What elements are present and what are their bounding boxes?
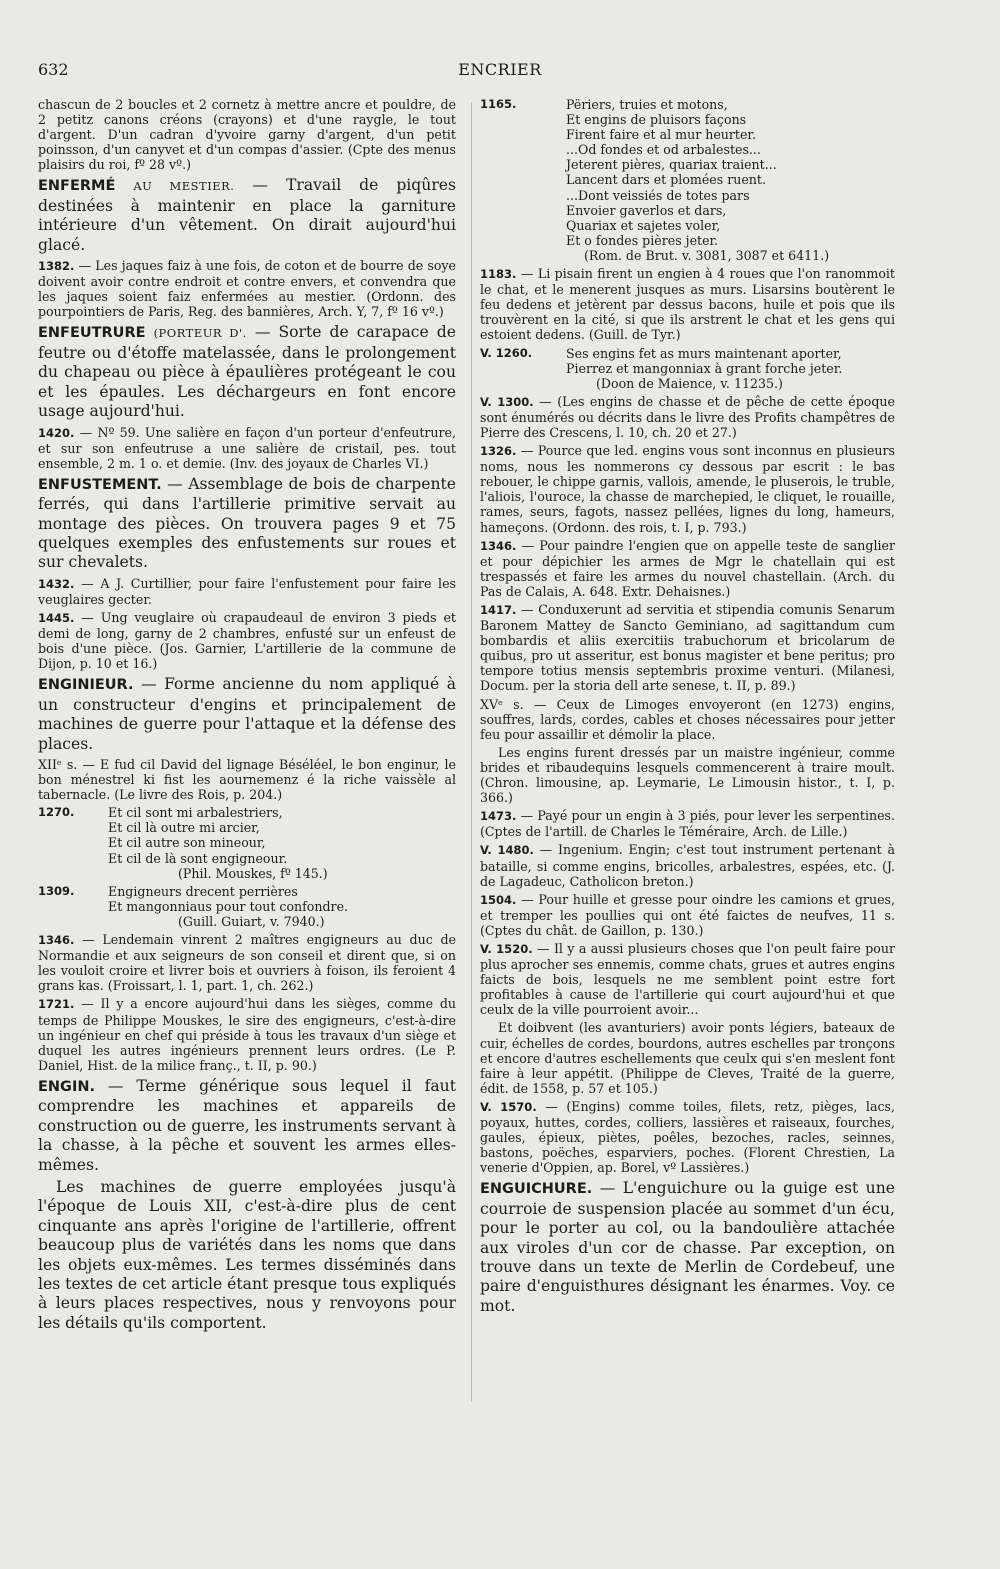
verse-line: Et cil de là sont engigneour. xyxy=(108,850,288,866)
entry-definition: — Assemblage de bois de charpente ferrés, qui dans l'artillerie primitive servait au montage des pièces. On trouvera pages 9 et 75 quelques exemples des enfustements sur roues et sur chevalets. xyxy=(38,474,456,572)
verse-attribution: (Guill. Guiart, v. 7940.) xyxy=(178,913,325,929)
verse-attribution: (Phil. Mouskes, fº 145.) xyxy=(178,865,328,881)
quote-date: 1420. xyxy=(38,425,75,440)
quote xyxy=(480,892,895,938)
quote-date: 1382. xyxy=(38,259,75,274)
entry-term: ENFUSTEMENT. xyxy=(38,476,162,493)
entry-enguichure xyxy=(480,1179,895,1316)
quote-date: XIIᵉ s. xyxy=(38,757,78,772)
quote xyxy=(38,932,456,993)
quote xyxy=(480,941,895,1017)
quote-date: 1504. xyxy=(480,892,517,907)
verse-line: Et cil là outre mi arcier, xyxy=(108,820,260,836)
quote-date: 1346. xyxy=(480,538,517,553)
quote-date: 1721. xyxy=(38,997,75,1012)
verse-line: ...Od fondes et od arbalestes... xyxy=(566,142,761,158)
entry-qualifier: AU MESTIER. xyxy=(133,179,235,194)
quote-text: — A J. Curtillier, pour faire l'enfustement pour faire les veuglaires gecter. xyxy=(38,575,456,607)
quote-text: — Il y a encore aujourd'hui dans les sièges, comme du temps de Philippe Mouskes, le sire des engigneurs, c'est-à-dire un ingénieur en chef qui préside à tous les travaux d'un siège et duquel les autres ingénieurs prennent leurs ordres. (Le P. Daniel, Hist. de la milice franç., t. II, p. 90.) xyxy=(38,996,456,1073)
quote xyxy=(480,1099,895,1175)
verse-line: Et cil sont mi arbalestriers, xyxy=(108,805,283,821)
page-title: ENCRIER xyxy=(458,60,542,79)
entry-enfustement xyxy=(38,475,456,573)
entry-term: ENGIN. xyxy=(38,1078,95,1095)
column-rule xyxy=(471,102,472,1402)
verse-lines xyxy=(108,884,348,929)
verse-lines xyxy=(566,97,829,263)
verse-quote xyxy=(480,97,895,263)
quote xyxy=(480,443,895,535)
entry-term: ENFERMÉ xyxy=(38,178,116,195)
quote-continuation: Et doibvent (les avanturiers) avoir ponts légiers, bateaux de cuir, échelles de cordes, bourdons, autres eschelles par tronçons et encore d'autres eschellements que ceulx qui s'en meslent font faire à leur appétit. (Philippe de Cleves, Traité de la guerre, édit. de 1558, p. 57 et 105.) xyxy=(480,1020,895,1096)
verse-line: Et mangonniaus pour tout confondre. xyxy=(108,898,349,914)
quote-date: 1432. xyxy=(38,576,75,591)
entry-qualifier: (PORTEUR D'. xyxy=(153,326,247,341)
verse-line: Pierrez et mangonniax à grant forche jeter. xyxy=(566,360,843,376)
quote-date: V. 1570. xyxy=(480,1099,537,1114)
quote-text: — Conduxerunt ad servitia et stipendia comunis Senarum Baronem Mattey de Sancto Geminiano, ad sagittandum cum bombardis et aliis exercitiis trabuchorum et bricolarum de quibus, pro ut asseritur, est bonus magister et bene peritus; pro tempore totius mensis septembris proxime venturi. (Milanesi, Docum. per la storia dell arte senese, t. II, p. 89.) xyxy=(480,602,895,694)
running-head xyxy=(0,60,1000,84)
verse-line: Përiers, truies et motons, xyxy=(566,97,728,112)
quote xyxy=(480,842,895,888)
quote-text: — (Engins) comme toiles, filets, retz, pièges, lacs, poyaux, huttes, cordes, colliers, lassières et raiseaux, fourches, gaules, épieux, piètes, poêles, bezoches, racles, seinnes, bastons, poëches, esparviers, poches. (Florent Chrestien, La venerie d'Oppien, ap. Borel, vº Lassières.) xyxy=(480,1098,895,1176)
left-column xyxy=(38,97,456,1336)
quote-text: — E fud cil David del lignage Béséléel, le bon enginur, le bon ménestrel ki fist les aournemenz é la riche vaissèle al tabernacle. (Le livre des Rois, p. 204.) xyxy=(38,757,456,803)
quote xyxy=(38,610,456,671)
verse-line: Et o fondes pières jeter. xyxy=(566,232,719,248)
quote xyxy=(38,757,456,802)
quote xyxy=(38,258,456,319)
quote-date: 1445. xyxy=(38,611,75,625)
verse-line: Engigneurs drecent perrières xyxy=(108,883,298,899)
verse-line: Jeterent pières, quariax traient... xyxy=(566,157,777,173)
quote-text: — Ceux de Limoges envoyeront (en 1273) engins, souffres, lards, cordes, cables et choses nécessaires pour jetter feu pour assaillir et démolir la place. xyxy=(480,696,895,742)
verse-line: Envoier gaverlos et dars, xyxy=(566,202,727,218)
entry-enginieur xyxy=(38,675,456,754)
quote-date: V. 1480. xyxy=(480,843,534,858)
quote xyxy=(38,425,456,471)
quote xyxy=(480,697,895,742)
quote-text: — (Les engins de chasse et de pêche de cette époque sont énumérés ou décrits dans le livre des Profits champêtres de Pierre des Crescens, l. 10, ch. 20 et 27.) xyxy=(480,393,895,440)
verse-line: ...Dont veissiés de totes pars xyxy=(566,187,750,203)
verse-lines xyxy=(108,805,328,880)
quote-date: V. 1260. xyxy=(480,345,533,360)
entry-term: ENGINIEUR. xyxy=(38,677,134,694)
entry-enfeutrure xyxy=(38,323,456,421)
entry-definition: — Travail de piqûres destinées à maintenir en place la garniture intérieure d'un vêtement. On dirait aujourd'hui glacé. xyxy=(38,176,457,254)
verse-line: Et cil autre son mineour, xyxy=(108,835,266,851)
quote-date: 1270. xyxy=(38,805,75,820)
entry-term: ENFEUTRURE xyxy=(38,325,146,342)
quote-date: V. 1300. xyxy=(480,394,534,409)
verse-quote xyxy=(38,884,456,929)
right-column xyxy=(480,97,895,1319)
quote xyxy=(480,808,895,839)
quote-date: V. 1520. xyxy=(480,941,533,956)
quote-date: 1417. xyxy=(480,603,517,617)
verse-attribution: (Rom. de Brut. v. 3081, 3087 et 6411.) xyxy=(584,247,830,263)
quote xyxy=(480,394,895,440)
verse-quote xyxy=(480,346,895,391)
quote-text: — Lendemain vinrent 2 maîtres engigneurs au duc de Normandie et aux seigneurs de son conseil et dirent que, si on les vouloit croire et livrer bois et ouvriers à foison, ils feroient 4 grans kas. (Froissart, l. 1, part. 1, ch. 262.) xyxy=(38,932,456,994)
quote-text: — Il y a aussi plusieurs choses que l'on peult faire pour plus aprocher ses ennemis, comme chats, grues et autres engins faicts de bois, lesquels ne me semblent point estre fort profitables à cause de l'artillerie qui court aujourd'hui et que ceulx de la ville pourroient avoir... xyxy=(480,940,895,1018)
quote xyxy=(38,996,456,1072)
quote-text: — Payé pour un engin à 3 piés, pour lever les serpentines. (Cptes de l'artill. de Charles le Téméraire, Arch. de Lille.) xyxy=(480,808,895,840)
verse-line: Firent faire et al mur heurter. xyxy=(566,127,757,143)
verse-line: Lancent dars et plomées ruent. xyxy=(566,172,766,188)
entry-definition: — Sorte de carapace de feutre ou d'étoffe matelassée, dans le prolongement du chapeau ou pièce à épaulières protégeant le cou et les épaules. Les déchargeurs en font encore usage aujourd'hui. xyxy=(38,323,456,421)
quote-date: 1309. xyxy=(38,883,75,898)
verse-line: Ses engins fet as murs maintenant aporter, xyxy=(566,345,842,361)
quote-text: — Les jaques faiz à une fois, de coton et de bourre de soye doivent avoir contre endroit et contre envers, et convendra que les jaques soient faiz enfermées au mestier. (Ordonn. des pourpointiers de Paris, Reg. des bannières, Arch. Y, 7, fº 16 vº.) xyxy=(38,258,456,320)
quote-date: 1326. xyxy=(480,444,517,459)
entry-term: ENGUICHURE. xyxy=(480,1181,593,1198)
verse-attribution: (Doon de Maience, v. 11235.) xyxy=(596,375,783,391)
quote-date: 1183. xyxy=(480,267,517,282)
entry-enferme xyxy=(38,176,456,255)
entry-definition: — Terme générique sous lequel il faut comprendre les machines et appareils de construction ou de guerre, les instruments servant à la chasse, à la pêche et souvent les armes elles-mêmes. xyxy=(38,1076,456,1174)
quote-text: — Li pisain firent un engien à 4 roues que l'on ranommoit le chat, et le menerent jusques as murs. Lisarsins boutèrent le feu dedens et jetèrent par dessus bacons, huile et pois que ils trouvèrent en la cité, si que ils arstrent le chat et les gens qui estoient dedens. (Guill. de Tyr.) xyxy=(480,266,895,343)
page-number: 632 xyxy=(38,60,69,79)
quote-text: — Nº 59. Une salière en façon d'un porteur d'enfeutrure, et sur son enfeutruse a une salière de cristail, pes. tout ensemble, 2 m. 1 o. et demie. (Inv. des joyaux de Charles VI.) xyxy=(38,424,456,471)
entry-paragraph: Les machines de guerre employées jusqu'à l'époque de Louis XII, c'est-à-dire plus de cent cinquante ans après l'origine de l'artillerie, offrent beaucoup plus de variétés dans les noms que dans les objets eux-mêmes. Les termes disséminés dans les textes de cet article étant presque tous expliqués à leurs places respectives, nous y renvoyons pour les détails qu'ils comportent. xyxy=(38,1177,457,1332)
quote-text: — Pour paindre l'engien que on appelle teste de sanglier et pour dépichier les armes de Mgr le chatellain qui est trespassés et faire les armes du nouvel chastellain. (Arch. du Pas de Calais, A. 648. Extr. Dehaisnes.) xyxy=(480,537,895,599)
entry-engin xyxy=(38,1077,456,1175)
quote-date: 1473. xyxy=(480,809,517,824)
verse-lines xyxy=(566,346,842,391)
quote-continuation: Les engins furent dressés par un maistre ingénieur, comme brides et ribaudequins lesquels commencerent à traire moult. (Chron. limousine, ap. Leymarie, Le Limousin histor., t. I, p. 366.) xyxy=(480,744,895,806)
verse-line: Et engins de pluisors façons xyxy=(566,112,747,128)
entry-definition: — Forme ancienne du nom appliqué à un constructeur d'engins et principalement de machines de guerre pour l'attaque et la défense des places. xyxy=(38,675,456,753)
quote-text: — Pource que led. engins vous sont inconnus en plusieurs noms, nous les nommerons cy dessous par escrit : le bas rebouer, le chippe garnis, vallois, amende, le pluserois, le truble, l'aliois, l'ouroce, la chasse de marchepied, le cliquet, le rouaille, rames, seurs, fagots, nassez pellées, lignes du long, hameurs, hameçons. (Ordonn. des rois, t. I, p. 793.) xyxy=(480,443,896,535)
quote-text: — Pour huille et gresse pour oindre les camions et grues, et tremper les poullies qui ont été faictes de neufves, 11 s. (Cptes du chât. de Gaillon, p. 130.) xyxy=(480,891,895,938)
quote xyxy=(480,266,895,342)
quote-text: — Ung veuglaire où crapaudeaul de environ 3 pieds et demi de long, garny de 2 chambres, enfusté sur un enfeust de bois d'une pièce. (Jos. Garnier, L'artillerie de la commune de Dijon, p. 10 et 16.) xyxy=(38,610,456,672)
quote xyxy=(480,602,895,694)
quote xyxy=(480,538,895,599)
entry-definition: — L'enguichure ou la guige est une courroie de suspension placée au sommet d'un écu, pour le porter au col, ou la bandoulière attachée aux viroles d'un cor de chasse. Par exception, on trouve dans un texte de Merlin de Cordebeuf, une paire d'enguisthures désignant les énarmes. Voy. ce mot. xyxy=(480,1179,895,1315)
quote-text: — Ingenium. Engin; c'est tout instrument pertenant à bataille, si comme engins, bricolles, arbalestres, espées, etc. (J. de Lagadeuc, Catholicon breton.) xyxy=(480,842,895,889)
quote-date: 1346. xyxy=(38,933,75,948)
verse-line: Quariax et sajetes voler, xyxy=(566,217,721,233)
quote-date: XVᵉ s. xyxy=(480,696,524,712)
quote-date: 1165. xyxy=(480,97,517,111)
continued-quote: chascun de 2 boucles et 2 cornetz à mettre ancre et pouldre, de 2 petitz canons créons (crayons) et d'une raygle, le tout d'argent. D'un cadran d'yvoire garny d'argent, d'un petit poinsson, d'un canyvet et d'un compas d'assier. (Cpte des menus plaisirs du roi, fº 28 vº.) xyxy=(38,97,456,173)
quote xyxy=(38,576,456,607)
verse-quote xyxy=(38,805,456,880)
